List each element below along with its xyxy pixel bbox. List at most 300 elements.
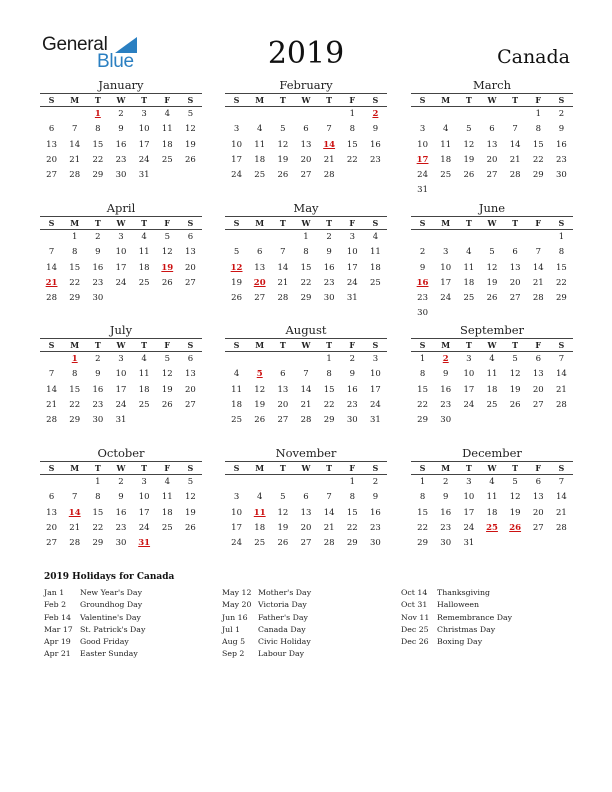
day-cell: 30 — [92, 293, 104, 304]
weekday-header: M — [70, 95, 80, 105]
day-cell: 26 — [486, 293, 498, 304]
day-cell: 20 — [185, 262, 196, 273]
day-cell: 25 — [440, 170, 452, 181]
holiday-date: Apr 19 — [44, 637, 71, 647]
weekday-header: T — [94, 95, 101, 105]
weekday-header: T — [512, 218, 519, 228]
day-cell: 13 — [486, 139, 498, 150]
day-cell-holiday: 26 — [509, 522, 522, 533]
day-cell-holiday: 21 — [45, 277, 58, 288]
day-empty — [63, 107, 86, 122]
weekday-header: S — [419, 218, 426, 228]
day-cell: 29 — [69, 415, 81, 426]
holiday-name: Canada Day — [258, 624, 306, 634]
day-cell: 23 — [556, 154, 567, 165]
day-cell: 6 — [303, 124, 309, 135]
weekday-header: T — [279, 218, 286, 228]
day-cell: 1 — [535, 109, 541, 119]
day-cell-holiday: 14 — [68, 507, 81, 518]
holiday-name: St. Patrick's Day — [80, 624, 146, 634]
day-cell: 22 — [346, 154, 358, 165]
day-empty — [294, 107, 317, 122]
weekday-header-row — [225, 461, 387, 475]
day-cell: 14 — [556, 492, 567, 503]
day-cell: 16 — [440, 384, 452, 395]
day-cell: 7 — [558, 354, 565, 364]
day-cell: 10 — [463, 492, 475, 503]
day-cell: 7 — [326, 124, 332, 135]
month-name: April — [106, 201, 136, 215]
month-name: June — [478, 201, 506, 215]
day-cell: 26 — [161, 277, 173, 288]
day-cell: 1 — [349, 109, 355, 119]
day-cell: 25 — [370, 277, 381, 288]
day-cell-holiday: 5 — [256, 369, 263, 380]
day-cell: 4 — [372, 232, 379, 242]
day-cell: 30 — [323, 293, 335, 304]
day-cell: 13 — [532, 492, 544, 503]
day-cell: 5 — [489, 247, 495, 258]
day-cell: 5 — [512, 354, 518, 364]
day-cell: 17 — [138, 139, 150, 150]
day-cell: 12 — [185, 124, 196, 135]
day-cell: 18 — [161, 507, 173, 518]
day-cell: 23 — [115, 522, 127, 533]
weekday-header: F — [349, 463, 356, 473]
day-cell: 9 — [372, 124, 379, 135]
day-cell: 21 — [323, 522, 335, 533]
day-cell: 2 — [349, 354, 355, 364]
day-cell: 21 — [69, 154, 81, 165]
holiday-row — [222, 636, 311, 648]
day-cell-holiday: 31 — [138, 538, 151, 549]
day-cell: 19 — [277, 522, 289, 533]
weekday-header: S — [372, 218, 379, 228]
day-cell: 22 — [417, 522, 428, 533]
day-cell: 29 — [556, 293, 567, 304]
day-cell: 9 — [95, 247, 101, 258]
day-cell: 16 — [92, 262, 104, 273]
day-cell: 31 — [370, 415, 381, 426]
day-cell: 18 — [138, 384, 150, 395]
month-january — [40, 78, 202, 183]
day-cell: 4 — [257, 492, 263, 503]
day-cell: 23 — [346, 399, 358, 410]
day-cell: 30 — [440, 538, 452, 549]
weekday-header: S — [233, 95, 240, 105]
month-october — [40, 446, 202, 551]
month-march — [411, 78, 573, 199]
weekday-header: S — [372, 340, 379, 350]
day-cell: 27 — [185, 399, 196, 410]
day-cell: 30 — [115, 538, 127, 549]
day-cell: 15 — [346, 507, 358, 518]
weekday-header: M — [70, 463, 80, 473]
day-cell: 16 — [440, 507, 452, 518]
day-cell: 13 — [300, 139, 312, 150]
day-empty — [294, 352, 317, 367]
weekday-header: M — [441, 218, 451, 228]
day-cell: 3 — [419, 124, 426, 135]
weekday-header: S — [187, 218, 194, 228]
weekday-header: T — [94, 218, 101, 228]
day-cell: 29 — [323, 415, 335, 426]
day-cell: 7 — [48, 369, 55, 380]
day-cell: 2 — [118, 477, 124, 487]
month-april — [40, 201, 202, 306]
holiday-name: Labour Day — [258, 649, 305, 659]
day-cell: 16 — [346, 384, 358, 395]
holiday-name: Valentine's Day — [80, 612, 141, 622]
day-cell: 1 — [558, 232, 565, 242]
day-cell: 8 — [419, 369, 426, 380]
weekday-header-row — [411, 93, 573, 107]
day-cell: 28 — [300, 415, 312, 426]
day-cell: 2 — [118, 109, 124, 119]
weekday-header: T — [326, 218, 333, 228]
weekday-header: T — [465, 340, 472, 350]
day-cell: 16 — [92, 384, 104, 395]
day-cell: 17 — [231, 522, 242, 533]
weekday-header-row — [225, 93, 387, 107]
day-cell: 15 — [300, 262, 312, 273]
day-cell-holiday: 19 — [161, 262, 174, 273]
day-cell: 20 — [532, 507, 544, 518]
day-cell: 27 — [46, 538, 57, 549]
day-cell: 1 — [349, 477, 355, 487]
day-cell: 17 — [231, 154, 242, 165]
weekday-header-row — [225, 216, 387, 230]
day-empty — [434, 230, 457, 245]
day-cell: 4 — [443, 124, 449, 135]
day-cell: 1 — [419, 354, 426, 364]
day-cell: 23 — [440, 522, 452, 533]
holiday-name: Victoria Day — [258, 600, 307, 610]
day-cell: 13 — [277, 384, 289, 395]
day-cell: 16 — [370, 139, 381, 150]
holiday-row — [401, 599, 512, 611]
holiday-row — [401, 612, 512, 624]
day-cell: 17 — [463, 507, 475, 518]
day-cell: 14 — [277, 262, 289, 273]
day-cell: 18 — [254, 522, 266, 533]
day-cell: 26 — [463, 170, 475, 181]
holiday-row — [222, 587, 311, 599]
holiday-date: Feb 14 — [44, 612, 71, 622]
day-cell: 11 — [161, 124, 173, 135]
holiday-name: Halloween — [437, 600, 480, 610]
day-cell: 10 — [115, 369, 127, 380]
day-cell: 3 — [141, 109, 147, 119]
holiday-date: Oct 31 — [401, 600, 428, 610]
day-cell-holiday: 2 — [442, 354, 449, 364]
weekday-header: T — [141, 463, 148, 473]
day-cell: 22 — [346, 522, 358, 533]
day-cell: 19 — [486, 277, 498, 288]
day-cell: 30 — [346, 415, 358, 426]
holiday-name: Remembrance Day — [437, 612, 513, 622]
day-cell: 2 — [443, 477, 449, 487]
day-empty — [318, 107, 341, 122]
weekday-header: S — [558, 218, 565, 228]
day-cell: 29 — [532, 170, 544, 181]
day-cell: 7 — [72, 492, 78, 503]
day-cell-holiday: 2 — [372, 109, 379, 119]
holiday-name: Civic Holiday — [258, 637, 311, 647]
day-cell: 23 — [323, 277, 335, 288]
day-cell: 22 — [92, 522, 104, 533]
day-cell: 8 — [558, 247, 565, 258]
day-grid — [411, 230, 573, 322]
day-cell: 14 — [556, 369, 567, 380]
day-empty — [411, 107, 434, 122]
weekday-header: F — [349, 340, 356, 350]
holiday-date: Mar 17 — [44, 624, 73, 634]
holiday-row — [44, 587, 145, 599]
weekday-header-row — [225, 338, 387, 352]
day-cell: 18 — [463, 277, 475, 288]
day-cell: 16 — [370, 507, 381, 518]
weekday-header: S — [419, 463, 426, 473]
day-cell: 5 — [164, 232, 170, 242]
day-cell: 30 — [370, 538, 381, 549]
day-cell: 4 — [466, 247, 472, 258]
day-cell: 24 — [417, 170, 428, 181]
day-cell: 24 — [370, 399, 381, 410]
day-cell: 9 — [443, 492, 449, 503]
day-cell: 12 — [277, 139, 289, 150]
day-cell: 26 — [509, 399, 521, 410]
day-cell: 25 — [161, 154, 173, 165]
weekday-header: M — [70, 218, 80, 228]
day-cell: 11 — [138, 369, 150, 380]
day-cell: 5 — [280, 492, 286, 503]
holiday-date: Dec 25 — [401, 624, 429, 634]
day-cell-holiday: 1 — [94, 109, 101, 119]
day-cell: 17 — [115, 262, 127, 273]
day-empty — [480, 230, 503, 245]
weekday-header: T — [141, 218, 148, 228]
weekday-header: T — [279, 463, 286, 473]
day-cell: 8 — [72, 369, 78, 380]
day-cell: 10 — [370, 369, 381, 380]
day-cell: 29 — [300, 293, 312, 304]
day-cell: 22 — [69, 277, 81, 288]
day-cell: 7 — [303, 369, 309, 380]
day-cell-holiday: 25 — [486, 522, 498, 533]
day-cell: 15 — [92, 507, 104, 518]
day-cell: 1 — [72, 232, 78, 242]
day-cell: 24 — [138, 154, 150, 165]
weekday-header: S — [233, 340, 240, 350]
day-cell: 19 — [185, 139, 196, 150]
weekday-header: S — [48, 463, 55, 473]
day-cell: 3 — [349, 232, 355, 242]
day-cell: 6 — [48, 124, 55, 135]
day-cell: 18 — [486, 507, 498, 518]
weekday-header: W — [301, 463, 311, 473]
day-cell: 17 — [346, 262, 358, 273]
day-cell: 26 — [185, 154, 196, 165]
day-cell: 29 — [92, 170, 104, 181]
day-cell: 30 — [556, 170, 567, 181]
day-cell: 6 — [48, 492, 55, 503]
day-empty — [40, 107, 63, 122]
weekday-header: W — [487, 463, 497, 473]
day-cell: 25 — [486, 399, 498, 410]
weekday-header: T — [94, 463, 101, 473]
day-cell: 16 — [556, 139, 567, 150]
day-cell: 27 — [46, 170, 57, 181]
day-cell-holiday: 20 — [253, 277, 266, 288]
month-name: May — [293, 201, 319, 215]
weekday-header: S — [558, 463, 565, 473]
weekday-header: W — [116, 95, 126, 105]
day-cell: 19 — [254, 399, 266, 410]
day-cell: 18 — [440, 154, 452, 165]
day-cell: 20 — [46, 522, 57, 533]
day-cell: 19 — [185, 507, 196, 518]
day-cell: 6 — [512, 247, 518, 258]
day-cell: 10 — [231, 507, 242, 518]
day-cell: 7 — [326, 492, 332, 503]
day-cell: 6 — [187, 232, 194, 242]
day-cell: 13 — [300, 507, 312, 518]
day-cell: 26 — [254, 415, 266, 426]
weekday-header-row — [411, 461, 573, 475]
month-name: August — [285, 323, 327, 337]
weekday-header-row — [40, 216, 202, 230]
day-cell: 28 — [323, 538, 335, 549]
day-empty — [294, 475, 317, 490]
month-name: February — [279, 78, 333, 92]
day-cell: 11 — [486, 492, 498, 503]
day-cell: 2 — [326, 232, 332, 242]
day-cell: 28 — [532, 293, 544, 304]
day-cell: 18 — [486, 384, 498, 395]
day-cell: 23 — [440, 399, 452, 410]
weekday-header: T — [141, 95, 148, 105]
holiday-row — [222, 624, 311, 636]
day-grid — [40, 475, 202, 551]
day-cell: 27 — [300, 538, 312, 549]
day-cell: 25 — [161, 522, 173, 533]
day-empty — [434, 107, 457, 122]
day-cell: 20 — [532, 384, 544, 395]
day-cell: 14 — [46, 262, 57, 273]
holiday-name: Good Friday — [80, 637, 129, 647]
holiday-row — [44, 624, 145, 636]
day-cell: 14 — [69, 139, 81, 150]
month-name: September — [459, 323, 525, 337]
day-empty — [225, 475, 248, 490]
day-grid — [411, 352, 573, 428]
day-cell: 31 — [138, 170, 150, 181]
weekday-header: F — [349, 218, 356, 228]
weekday-header: S — [187, 95, 194, 105]
day-cell: 5 — [466, 124, 472, 135]
day-cell: 23 — [92, 277, 104, 288]
day-cell: 24 — [463, 399, 475, 410]
day-empty — [527, 230, 550, 245]
day-cell: 1 — [419, 477, 426, 487]
day-cell: 11 — [440, 139, 452, 150]
day-cell: 25 — [231, 415, 242, 426]
day-grid — [40, 230, 202, 306]
weekday-header: W — [301, 218, 311, 228]
weekday-header: W — [116, 463, 126, 473]
weekday-header: W — [301, 95, 311, 105]
day-cell: 21 — [323, 154, 335, 165]
day-cell: 24 — [115, 277, 127, 288]
day-cell: 31 — [417, 185, 428, 196]
day-empty — [271, 107, 294, 122]
day-cell: 21 — [69, 522, 81, 533]
day-cell: 13 — [185, 369, 196, 380]
weekday-header: W — [487, 218, 497, 228]
day-cell: 10 — [440, 262, 452, 273]
day-cell: 8 — [326, 369, 332, 380]
day-cell: 13 — [532, 369, 544, 380]
day-cell: 19 — [277, 154, 289, 165]
month-february — [225, 78, 387, 183]
day-cell: 8 — [349, 492, 355, 503]
weekday-header: T — [465, 95, 472, 105]
day-cell: 21 — [556, 507, 567, 518]
day-cell: 12 — [509, 492, 521, 503]
day-cell: 8 — [72, 247, 78, 258]
day-empty — [457, 107, 480, 122]
weekday-header: S — [233, 218, 240, 228]
day-cell: 3 — [233, 124, 240, 135]
month-name: March — [473, 78, 511, 92]
day-empty — [248, 352, 271, 367]
holiday-row — [401, 624, 512, 636]
day-cell: 9 — [558, 124, 565, 135]
day-cell: 21 — [277, 277, 289, 288]
day-cell: 6 — [535, 354, 541, 364]
weekday-header: F — [164, 218, 171, 228]
weekday-header: T — [94, 340, 101, 350]
weekday-header: S — [48, 218, 55, 228]
holiday-name: Thanksgiving — [437, 588, 491, 597]
day-cell: 28 — [46, 293, 57, 304]
day-empty — [40, 230, 63, 245]
day-cell: 28 — [323, 170, 335, 181]
weekday-header: T — [326, 95, 333, 105]
logo-word-blue: Blue — [97, 51, 134, 72]
day-empty — [248, 230, 271, 245]
weekday-header: S — [187, 340, 194, 350]
weekday-header: W — [487, 340, 497, 350]
day-cell: 23 — [370, 154, 381, 165]
day-cell: 27 — [185, 277, 196, 288]
day-cell: 5 — [233, 247, 240, 258]
day-cell: 23 — [92, 399, 104, 410]
day-grid — [225, 475, 387, 551]
day-cell: 7 — [535, 247, 541, 258]
day-cell: 14 — [323, 507, 335, 518]
day-cell: 30 — [417, 308, 428, 319]
holiday-column — [44, 587, 145, 661]
day-cell: 11 — [231, 384, 242, 395]
day-cell-holiday: 14 — [323, 139, 336, 150]
logo-word-general: General — [42, 34, 108, 55]
holiday-row — [44, 599, 145, 611]
day-cell: 3 — [118, 232, 124, 242]
day-cell: 22 — [532, 154, 544, 165]
weekday-header-row — [40, 461, 202, 475]
